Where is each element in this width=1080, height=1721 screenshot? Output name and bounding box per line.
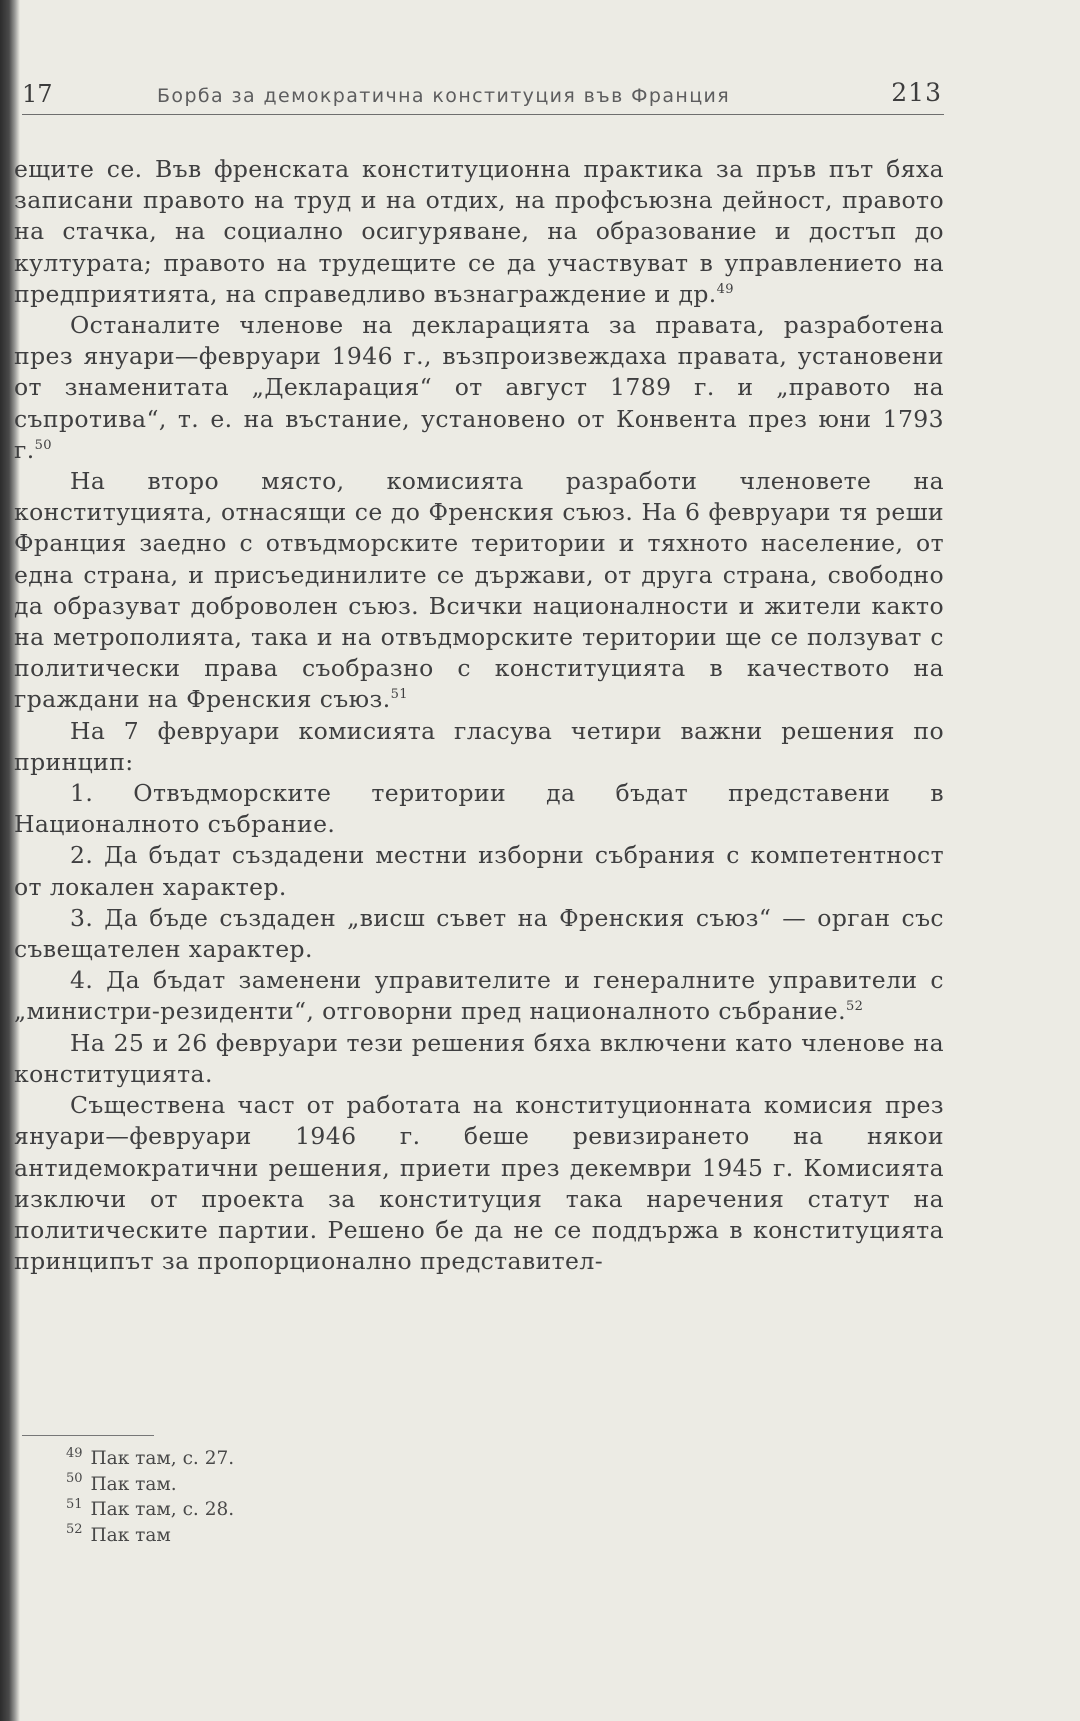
footnote-ref: 49 xyxy=(716,281,734,297)
running-title: Борба за демократична конституция във Франция xyxy=(157,85,731,107)
page-number: 213 xyxy=(891,78,942,107)
footnote: $^{52}$ Пак там xyxy=(66,1522,171,1546)
footnote-ref: 52 xyxy=(845,999,864,1015)
list-item: 1. Отвъдморските територии да бъдат представени в Националното събрание. xyxy=(14,779,944,839)
footnote: $^{51}$ Пак там, с. 28. xyxy=(66,1496,235,1520)
footnotes xyxy=(66,1446,466,1548)
list-item: 4. Да бъдат заменени управителите и генералните управители с „министри-резиденти“, отговорни пред националното събрание.$^{52}$ xyxy=(14,966,944,1026)
footnote-separator xyxy=(22,1435,154,1436)
paragraph: ещите се. Във френската конституционна практика за пръв път бяха записани правото на труд и на отдих, на профсъюзна дейност, правото на стачка, на социално осигуряване, на образование и достъп до културата; правото на трудещите се да участвуват в управлението на предприятията, на справедливо възнаграждение и др.$^{49}$ xyxy=(14,155,944,308)
list-item: 2. Да бъдат създадени местни изборни събрания с компетентност от локален характер. xyxy=(14,841,944,901)
page-header xyxy=(22,80,942,116)
paragraph: На 25 и 26 февруари тези решения бяха включени като членове на конституцията. xyxy=(14,1028,944,1088)
footnote-ref: 50 xyxy=(34,438,52,453)
body-text xyxy=(14,154,944,1277)
list-item: 3. Да бъде създаден „висш съвет на Френския съюз“ — орган със съвещателен характер. xyxy=(14,903,944,964)
paragraph: Съществена част от работата на конституционната комисия през януари—февруари 1946 г. беше ревизирането на някои антидемократични решения, приети през декември 1945 г. Комисията изключи от проекта за конституция така наречения статут на политическите партии. Решено бе да не се поддържа в конституцията принципът за пропорционално представител- xyxy=(14,1091,944,1276)
paragraph: Останалите членове на декларацията за правата, разработена през януари—февруари 1946 г., възпроизвеждаха правата, установени от знаменитата „Декларация“ от август 1789 г. и „правото на съпротива“, т. е. на въстание, установено от Конвента през юни 1793 г.$^{50}$ xyxy=(14,311,944,464)
footnote: $^{49}$ Пак там, с. 27. xyxy=(66,1445,235,1469)
paragraph: На 7 февруари комисията гласува четири важни решения по принцип: xyxy=(14,716,944,776)
footnote: $^{50}$ Пак там. xyxy=(66,1471,177,1495)
header-left-fragment: 17 xyxy=(22,80,53,108)
paragraph: На второ място, комисията разработи членовете на конституцията, отнасящи се до Френския съюз. На 6 февруари тя реши Франция заедно с отвъдморските територии и тяхното население, от една страна, и присъединилите се държави, от друга страна, свободно да образуват доброволен съюз. Всички националности и жители както на метрополията, така и на отвъдморските територии ще се ползуват с политически права съобразно с конституцията в качеството на граждани на Френския съюз.$^{51}$ xyxy=(14,467,944,714)
header-rule xyxy=(22,114,944,115)
footnote-ref: 51 xyxy=(390,687,408,703)
